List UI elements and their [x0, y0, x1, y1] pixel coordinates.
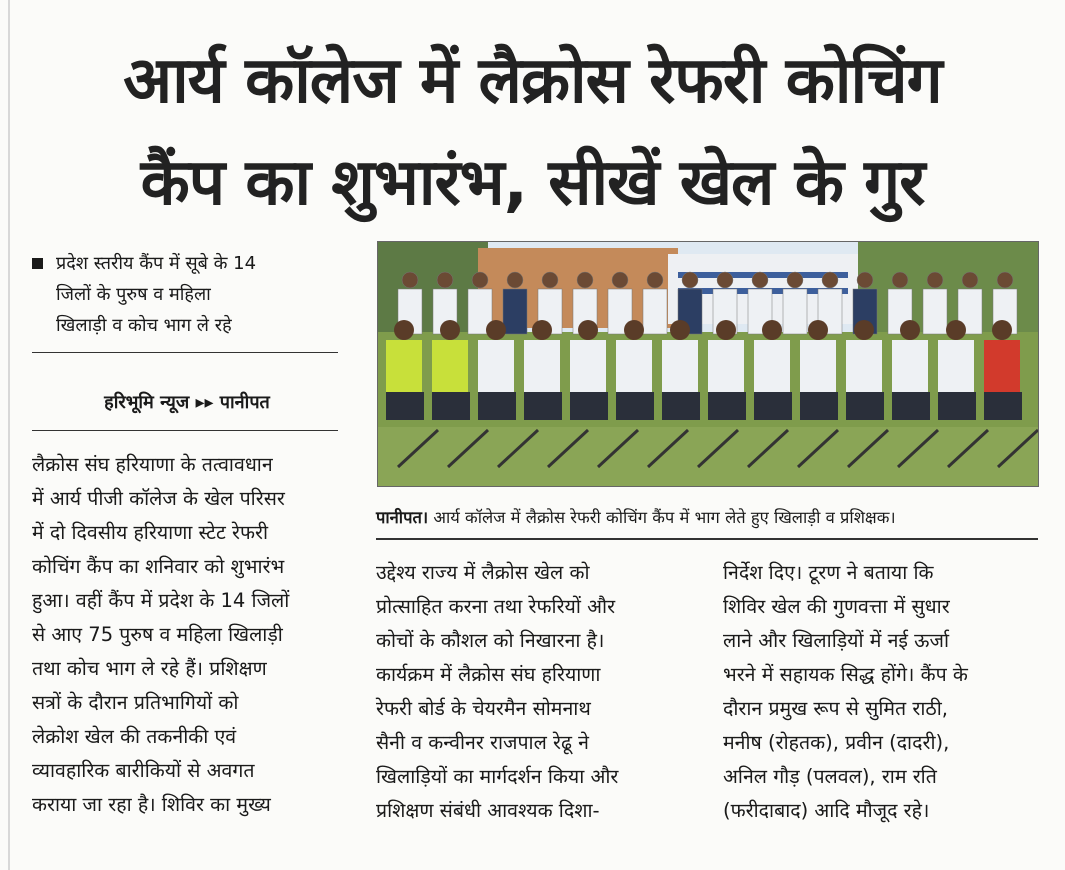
article-line: प्रोत्साहित करना तथा रेफरियों और [376, 595, 616, 618]
article-line: कोचों के कौशल को निखारना है। [376, 629, 605, 652]
article-line: भरने में सहायक सिद्ध होंगे। कैंप के [723, 663, 968, 686]
page-edge-line [8, 0, 10, 870]
byline: हरिभूमि न्यूज ▸▸ पानीपत [104, 392, 270, 413]
article-line: रेफरी बोर्ड के चेयरमैन सोमनाथ [376, 697, 591, 720]
article-line: मनीष (रोहतक), प्रवीन (दादरी), [723, 731, 950, 754]
article-line: (फरीदाबाद) आदि मौजूद रहे। [723, 799, 930, 822]
article-line: निर्देश दिए। टूरण ने बताया कि [723, 561, 934, 584]
photo-caption [376, 505, 1038, 528]
article-line: अनिल गौड़ (पलवल), राम रति [723, 765, 937, 788]
article-line: हुआ। वहीं कैंप में प्रदेश के 14 जिलों [32, 589, 290, 612]
article-column-2 [376, 556, 691, 828]
headline-line-2: कैंप का शुभारंभ, सीखें खेल के गुर [140, 146, 925, 220]
team-photo-image [378, 242, 1038, 486]
article-line: सैनी व कन्वीनर राजपाल रेढू ने [376, 731, 590, 754]
article-line: सत्रों के दौरान प्रतिभागियों को [32, 691, 239, 714]
caption-divider [376, 538, 1038, 540]
article-line: कराया जा रहा है। शिविर का मुख्य [32, 793, 271, 816]
article-line: खिलाड़ियों का मार्गदर्शन किया और [376, 765, 619, 788]
news-photo [377, 241, 1039, 487]
article-line: लैक्रोस संघ हरियाणा के तत्वावधान [32, 453, 273, 476]
article-line: कार्यक्रम में लैक्रोस संघ हरियाणा [376, 663, 601, 686]
headline-line-1: आर्य कॉलेज में लैक्रोस रेफरी कोचिंग [123, 44, 942, 118]
caption-text: आर्य कॉलेज में लैक्रोस रेफरी कोचिंग कैंप में भाग लेते हुए खिलाड़ी व प्रशिक्षक। [428, 508, 896, 527]
highlight-line-1: प्रदेश स्तरीय कैंप में सूबे के 14 [56, 253, 257, 274]
highlight-line-2: जिलों के पुरुष व महिला [56, 284, 211, 305]
article-line: उद्देश्य राज्य में लैक्रोस खेल को [376, 561, 590, 584]
divider [32, 352, 338, 353]
article-line: में दो दिवसीय हरियाणा स्टेट रेफरी [32, 521, 269, 544]
article-line: तथा कोच भाग ले रहे हैं। प्रशिक्षण [32, 657, 267, 680]
highlight-line-3: खिलाड़ी व कोच भाग ले रहे [56, 315, 232, 336]
article-line: दौरान प्रमुख रूप से सुमित राठी, [723, 697, 948, 720]
divider [32, 430, 338, 431]
article-line: कोचिंग कैंप का शनिवार को शुभारंभ [32, 555, 285, 578]
article-column-1 [32, 448, 342, 822]
article-line: प्रशिक्षण संबंधी आवश्यक दिशा- [376, 799, 600, 822]
article-column-3 [723, 556, 1038, 828]
article-line: लेक्रोश खेल की तकनीकी एवं [32, 725, 237, 748]
highlight-box [32, 248, 342, 341]
article-line: से आए 75 पुरुष व महिला खिलाड़ी [32, 623, 283, 646]
article-line: शिविर खेल की गुणवत्ता में सुधार [723, 595, 950, 618]
article-line: में आर्य पीजी कॉलेज के खेल परिसर [32, 487, 285, 510]
bullet-square-icon [32, 258, 43, 269]
caption-place: पानीपत। [376, 508, 429, 527]
article-line: लाने और खिलाड़ियों में नई ऊर्जा [723, 629, 950, 652]
article-line: व्यावहारिक बारीकियों से अवगत [32, 759, 255, 782]
